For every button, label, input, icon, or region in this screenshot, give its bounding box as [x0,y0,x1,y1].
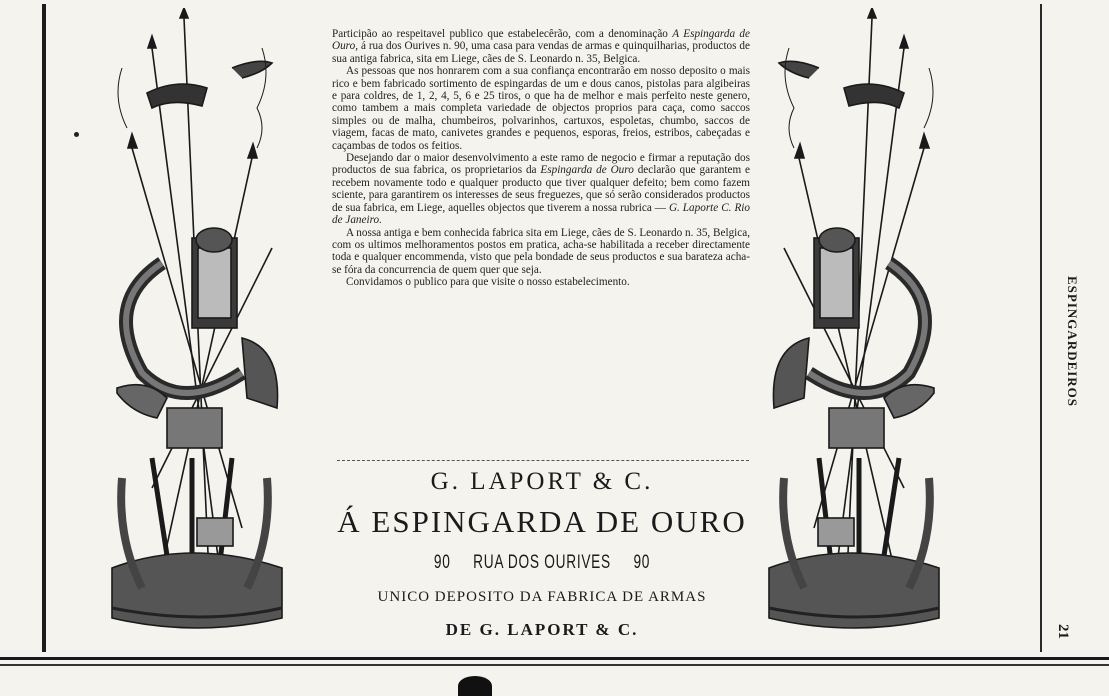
deposit-line: UNICO DEPOSITO DA FABRICA DE ARMAS [377,589,707,605]
text-run: As pessoas que nos honrarem com a sua confiança encontrarão em nosso deposito o mais rico e bem fabricado sortimento de espingardas de um e dous canos, pistolas para algibeiras e para coldres, de 1, 2, 4, 5, 6 e 25 tiros, o que ha de melhor e mais perfeito neste genero, como tambem a mais completa variedade de objectos proprios para caça, como saccos simples ou de malha, chumbeiros, polvarinhos, cartuxos, espoletas, chumbo, saccos de viagem, facas de mato, canivetes grandes e pequenos, esporas, freios, estribos, cabeçadas e caçambas de todos os feitios. [332,65,750,152]
advert-paragraph [332,152,750,226]
firm-name: G. LAPORT & C. [430,468,654,495]
text-run: declarão que garantem e recebem novamente todo e qualquer producto que tiver qualquer defeito; bem como fazem sciente, para garantirem os interesses de seus freguezes, que só serão considerados productos de sua fabrica, em Liege, aquelles objectos que tiverem a nossa rubrica — [332,164,751,214]
ink-blot [458,676,492,696]
italic-phrase: A Espingarda de Ouro [332,28,750,53]
advert-paragraph [332,276,750,288]
text-divider [337,460,749,461]
advert-paragraph [332,227,750,277]
italic-phrase: G. Laporte C. Rio de Janeiro. [332,201,750,227]
text-run: Convidamos o publico para que visite o nosso estabelecimento. [346,276,630,289]
bottom-rule [0,657,1109,660]
maker-line: DE G. LAPORT & C. [445,620,639,639]
text-run: Desejando dar o maior desenvolvimento a este ramo de negocio e firmar a reputação dos productos de sua fabrica, os proprietarios da [332,152,750,177]
weapons-trophy-engraving-right [754,8,959,638]
advertisement-text [332,28,750,289]
bottom-rule-thin [0,664,1109,666]
weapons-trophy-engraving-left [92,8,297,638]
section-label: ESPINGARDEIROS [1065,276,1080,408]
text-run: A nossa antiga e bem conhecida fabrica sita em Liege, cães de S. Leonardo n. 35, Belgica, com os ultimos melhoramentos postos em pratica, acha-se habilitada a receber directamente toda e qualquer encommenda, visto que pela bondade de seus productos e sua barateza acha-se fóra da concurrencia de quem quer que seja. [332,226,750,276]
shop-name-heading: Á ESPINGARDA DE OURO [337,504,747,539]
advert-paragraph [332,28,750,65]
text-run: Participão ao respeitavel publico que estabelecêrão, com a denominação [332,28,673,40]
advert-paragraph [332,65,750,152]
print-speck [74,132,79,137]
text-run: , á rua dos Ourives n. 90, uma casa para vendas de armas e quinquilharias, productos de sua antiga fabrica, sita em Liege, cães de S. Leonardo n. 35, Belgica. [332,40,750,65]
page-number: 21 [1055,624,1071,639]
italic-phrase: Espingarda de Ouro [540,164,634,177]
shop-address: 90 RUA DOS OURIVES 90 [433,552,651,573]
